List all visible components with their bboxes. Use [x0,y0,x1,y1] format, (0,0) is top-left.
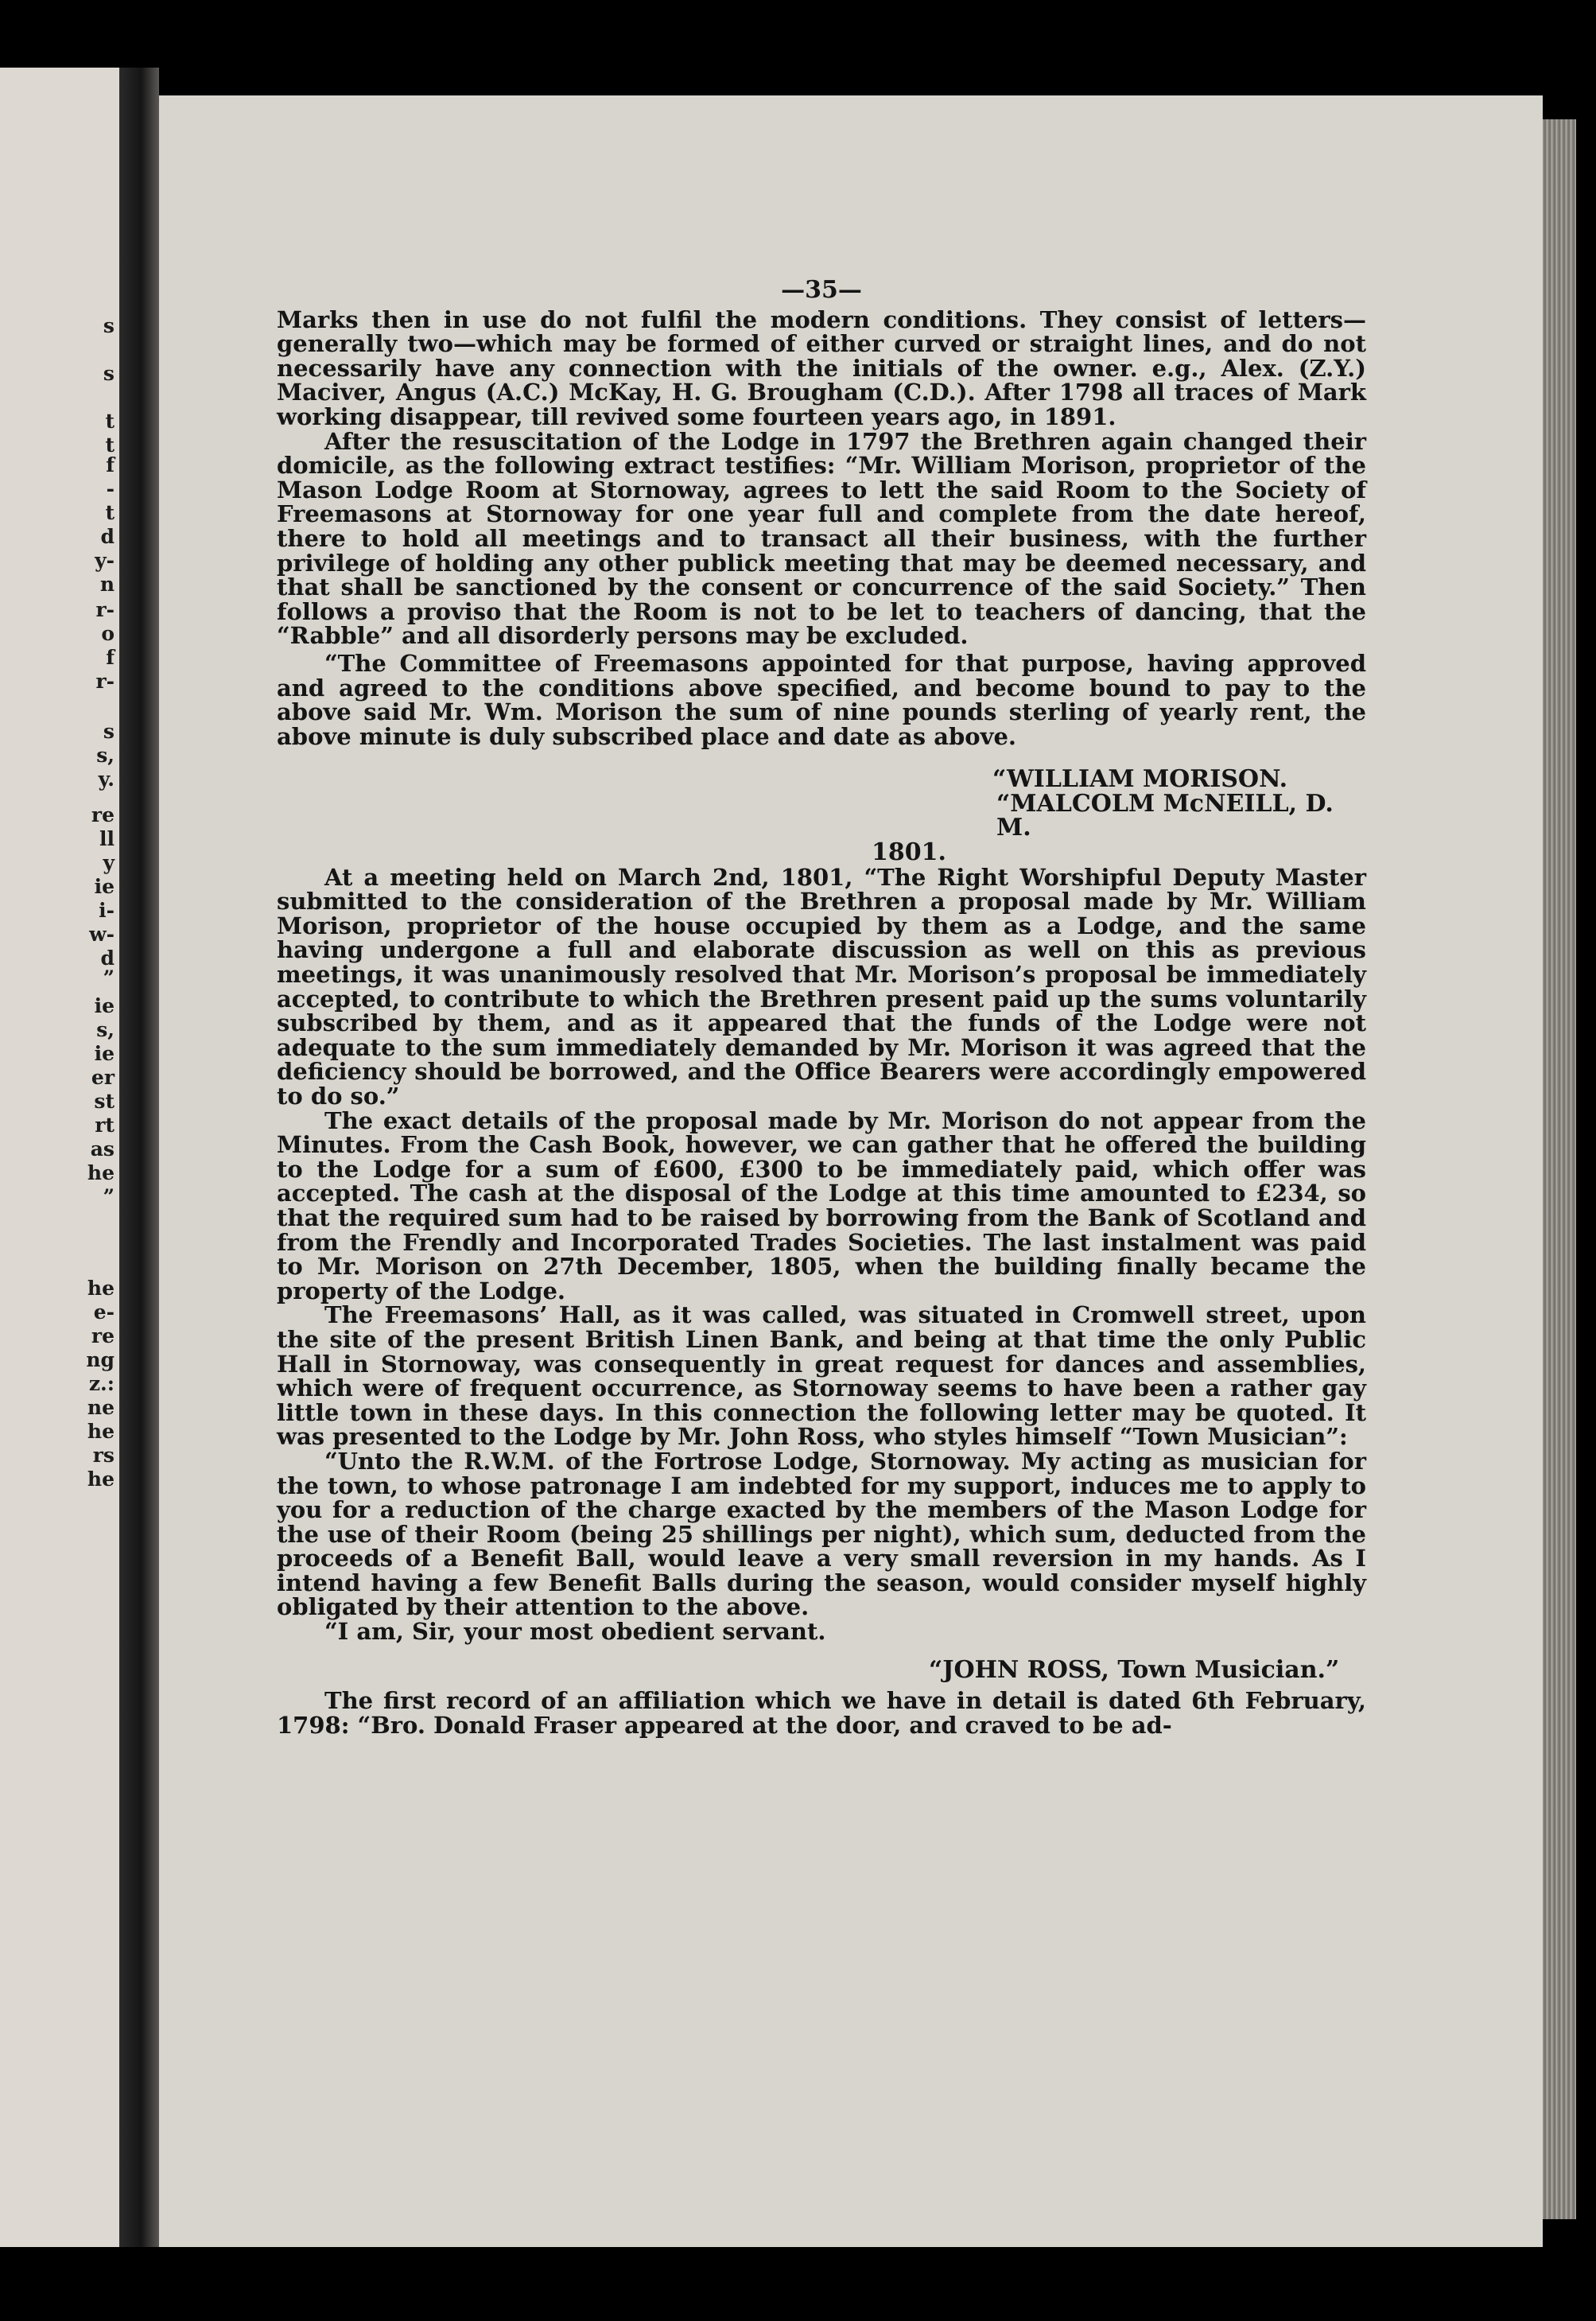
facing-page-fragment: ll [99,827,115,850]
facing-page-fragment: ie [94,1042,115,1065]
facing-page-fragment: s [103,362,115,385]
facing-page-fragment: o [101,622,115,645]
year-heading: 1801. [872,838,946,867]
facing-page-fragment: t [105,501,115,524]
facing-page-fragment: rt [95,1114,115,1137]
facing-page-fragment: s, [96,744,115,767]
facing-page-fragment: d [100,947,115,970]
paragraph: “The Committee of Freemasons appointed for that purpose, having approved and agreed to the conditions above specified, and become bound to pay to the above said Mr. Wm. Morison the sum of nine pounds sterling of yearly rent, the above minute is duly subscribed place and date as above. [277,649,1366,750]
facing-page-fragment: y [103,851,115,874]
facing-page-margin-text [67,68,115,2247]
facing-page-fragment: re [91,803,115,826]
facing-page-fragment: st [94,1090,115,1113]
paragraph: The exact details of the proposal made by Mr. Morison do not appear from the Minutes. From the Cash Book, however, we can gather that he offered the building to the Lodge for a sum of £600, £300 to be immediately paid, which offer was accepted. The cash at the disposal of the Lodge at this time amounted to £234, so that the required sum had to be raised by borrowing from the Bank of Scotland and from the Frendly and Incorporated Trades Societies. The last instalment was paid to Mr. Morison on 27th December, 1805, when the building finally became the property of the Lodge. [277,1106,1366,1304]
paragraph: After the resuscitation of the Lodge in 1797 the Brethren again changed their domicile, as the following extract testifies: “Mr. William Morison, proprietor of the Mason Lodge Room at Stornoway, agrees to lett the said Room to the Society of Freemasons at Stornoway for one year full and complete from the date hereof, there to hold all meetings and to transact all their business, with the further privilege of holding any other publick meeting that may be deemed necessary, and that shall be sanctioned by the consent or concurrence of the said Society.” Then follows a proviso that the Room is not to be let to teachers of dancing, that the “Rabble” and all disorderly persons may be excluded. [277,427,1366,650]
facing-page-fragment: er [91,1066,115,1089]
letter-quote: “Unto the R.W.M. of the Fortrose Lodge, Stornoway. My acting as musician for the town, to whose patronage I am indebted for my support, induces me to apply to you for a reduction of the charge exacted by the members of the Mason Lodge for the use of their Room (being 25 shillings per night), which sum, deducted from the proceeds of a Benefit Ball, would leave a very small reversion in my hands. As I intend having a few Benefit Balls during the season, would consider myself highly obligated by their attention to the above. [277,1447,1366,1621]
facing-page-fragment: s, [96,1018,115,1041]
facing-page-fragment: r- [95,670,115,693]
facing-page-fragment: ie [94,875,115,898]
page-number: —35— [781,276,862,304]
facing-page-fragment: e- [93,1300,115,1324]
paragraph: The Freemasons’ Hall, as it was called, was situated in Cromwell street, upon the site of the present British Linen Bank, and being at that time the only Public Hall in Stornoway, was consequently in great request for dances and assemblies, which were of frequent occurrence, as Stornoway seems to have been a rather gay little town in these days. In this connection the following letter may be quoted. It was presented to the Lodge by Mr. John Ross, who styles himself “Town Musician”: [277,1301,1366,1451]
signature-ross: “JOHN ROSS, Town Musician.” [929,1655,1340,1684]
facing-page-fragment: f [106,453,115,476]
facing-page-fragment: he [87,1277,115,1300]
facing-page-fragment: he [87,1161,115,1184]
facing-page-fragment: y. [98,768,115,791]
book-gutter [119,68,159,2247]
facing-page-fragment: ie [94,994,115,1017]
facing-page-fragment: t [105,410,115,433]
facing-page-fragment: ne [87,1396,115,1419]
page-content [277,278,1366,1737]
paragraph: Marks then in use do not fulfil the modern conditions. They consist of letters—generally two—which may be formed of either curved or straight lines, and do not necessarily have any connection with the initials of the owner. e.g., Alex. (Z.Y.) Maciver, Angus (A.C.) McKay, H. G. Brougham (C.D.). After 1798 all traces of Mark working disappear, till revived some fourteen years ago, in 1891. [277,305,1366,430]
facing-page-fragment: i- [99,899,115,922]
paragraph: The first record of an affiliation which we have in detail is dated 6th February, 1798: “Bro. Donald Fraser appeared at the door, and craved to be ad- [277,1687,1366,1739]
facing-page-fragment: rs [92,1444,115,1467]
paragraph: At a meeting held on March 2nd, 1801, “The Right Worshipful Deputy Master submitted to the consideration of the Brethren a proposal made by Mr. William Morison, proprietor of the house occupied by them as a Lodge, and the same having undergone a full and elaborate discussion as well on this as previous meetings, it was unanimously resolved that Mr. Morison’s proposal be immediately accepted, to contribute to which the Brethren present paid up the sums voluntarily subscribed by them, and as it appeared that the funds of the Lodge were not adequate to the sum immediately demanded by Mr. Morison it was agreed that the deficiency should be borrowed, and the Office Bearers were accordingly empowered to do so.” [277,863,1366,1110]
facing-page-fragment: as [90,1137,115,1160]
facing-page-fragment: s [103,314,115,337]
signature-morison: “WILLIAM MORISON. [992,765,1288,794]
facing-page-fragment: he [87,1420,115,1443]
facing-page-fragment: re [91,1324,115,1347]
facing-page-fragment: ng [86,1348,115,1371]
facing-page-fragment: he [87,1468,115,1491]
facing-page-fragment: ” [103,966,115,989]
facing-page-fragment: n [99,573,115,596]
facing-page-fragment: z.: [88,1372,115,1395]
signature-mcneill: “MALCOLM McNEILL, D. M. [996,789,1334,842]
page-edge [1543,119,1576,2219]
facing-page-fragment: t [105,433,115,457]
facing-page-fragment: ” [103,1185,115,1208]
book-page [159,95,1543,2247]
facing-page-fragment: - [106,477,115,500]
facing-page [0,68,119,2247]
facing-page-fragment: d [100,525,115,548]
letter-closing: “I am, Sir, your most obedient servant. [324,1618,826,1646]
facing-page-fragment: f [106,646,115,669]
facing-page-fragment: s [103,720,115,743]
facing-page-fragment: y- [95,549,115,572]
facing-page-fragment: r- [95,598,115,621]
facing-page-fragment: w- [89,923,115,946]
